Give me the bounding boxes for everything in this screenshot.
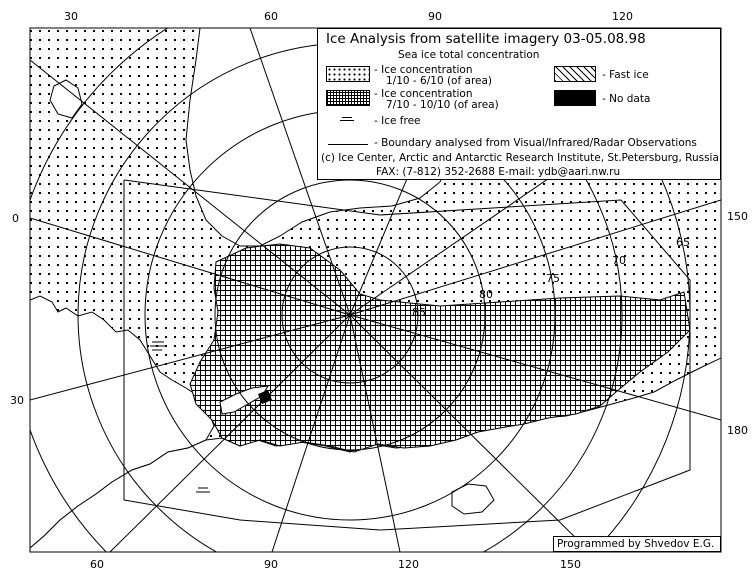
lon-label-bottom-150: 150 (560, 558, 581, 571)
label-low-concentration-line2: 1/10 - 6/10 (of area) (386, 75, 493, 87)
lat-label-75: 75 (546, 272, 560, 285)
lon-label-left-0: 0 (12, 212, 19, 225)
credit-box: Programmed by Shvedov E.G. (553, 536, 721, 552)
swatch-no-data (554, 90, 596, 106)
label-high-concentration-line1: - Ice concentration (374, 88, 473, 100)
lon-label-left-30: 30 (10, 394, 24, 407)
label-fast-ice: - Fast ice (602, 69, 649, 81)
swatch-high-concentration (326, 90, 370, 106)
label-high-concentration-line2: 7/10 - 10/10 (of area) (386, 99, 499, 111)
label-copyright: (c) Ice Center, Arctic and Antarctic Research Institute, St.Petersburg, Russia (321, 152, 719, 164)
lon-label-bottom-90: 90 (264, 558, 278, 571)
legend-panel (317, 28, 721, 180)
lon-label-top-120: 120 (612, 10, 633, 23)
lon-label-top-30: 30 (64, 10, 78, 23)
swatch-low-concentration (326, 66, 370, 82)
lat-label-80: 80 (479, 288, 493, 301)
lon-label-right-150: 150 (727, 210, 748, 223)
legend-subtitle: Sea ice total concentration (398, 49, 540, 61)
label-no-data: - No data (602, 93, 651, 105)
boundary-line-symbol (328, 144, 368, 145)
legend-title: Ice Analysis from satellite imagery 03-05.08.98 (326, 31, 646, 47)
lon-label-top-90: 90 (428, 10, 442, 23)
label-ice-free: - Ice free (374, 115, 421, 127)
lon-label-bottom-60: 60 (90, 558, 104, 571)
lon-label-bottom-120: 120 (398, 558, 419, 571)
label-boundary: - Boundary analysed from Visual/Infrared/Radar Observations (374, 137, 697, 149)
label-low-concentration-line1: - Ice concentration (374, 64, 473, 76)
label-contact: FAX: (7-812) 352-2688 E-mail: ydb@aari.nw.ru (376, 166, 621, 178)
lat-label-85: 85 (412, 306, 426, 319)
lat-label-65: 65 (676, 236, 690, 249)
swatch-fast-ice (554, 66, 596, 82)
lon-label-right-180: 180 (727, 424, 748, 437)
lon-label-top-60: 60 (264, 10, 278, 23)
ice-free-symbol (340, 116, 354, 124)
lat-label-70: 70 (612, 254, 626, 267)
